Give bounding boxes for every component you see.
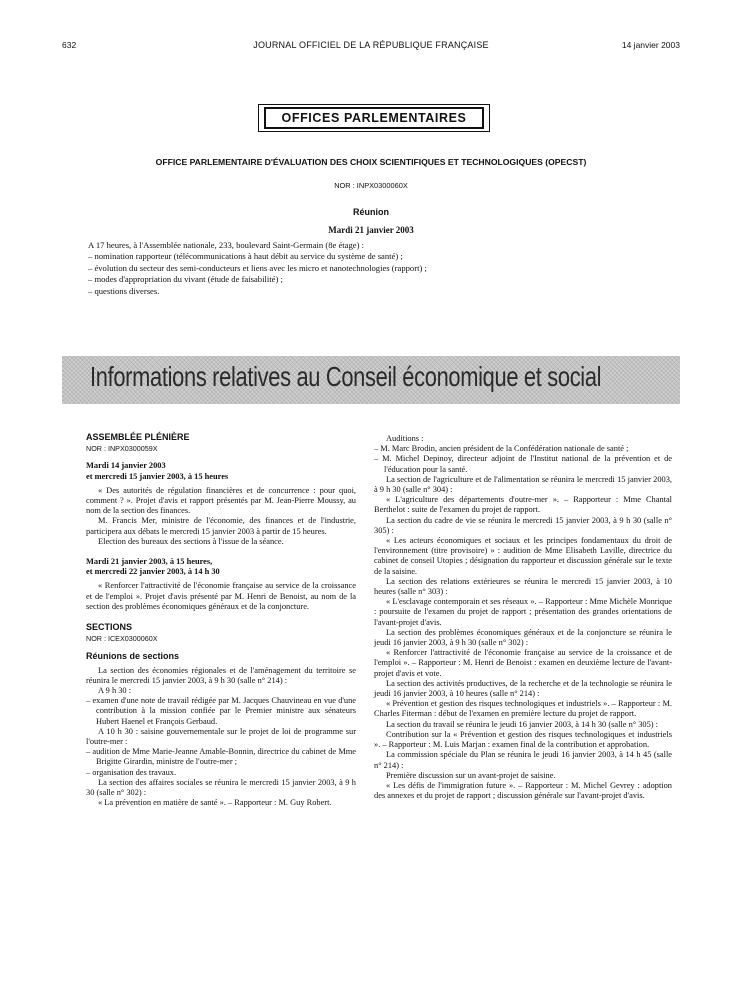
- paragraph: La commission spéciale du Plan se réunira le jeudi 16 janvier 2003, à 14 h 45 (salle n° 214) :: [374, 750, 672, 770]
- dash-item: – M. Marc Brodin, ancien président de la Confédération nationale de santé ;: [374, 444, 629, 454]
- paragraph: « Les défis de l'immigration future ». – Rapporteur : M. Michel Gevrey : adoption des annexes et du projet de rapport ; discussion générale sur l'avant-projet d'avis.: [374, 780, 672, 801]
- paragraph: « Des autorités de régulation financières et de concurrence : pour quoi, comment ? ». Projet d'avis et rapport présentés par M. Jean-Pierre Moussy, au nom de la section des finances.: [86, 485, 356, 516]
- journal-title: JOURNAL OFFICIEL DE LA RÉPUBLIQUE FRANÇAISE: [253, 40, 489, 50]
- office-nor: NOR : INPX0300060X: [334, 181, 408, 190]
- paragraph: M. Francis Mer, ministre de l'économie, des finances et de l'industrie, participera aux débats le mercredi 15 janvier 2003 à partir de 15 heures.: [86, 516, 356, 536]
- paragraph: La section du travail se réunira le jeudi 16 janvier 2003, à 14 h 30 (salle n° 305) :: [386, 719, 658, 729]
- paragraph: A 9 h 30 :: [98, 686, 132, 696]
- paragraph: Election des bureaux des sections à l'issue de la séance.: [98, 536, 284, 546]
- paragraph: La section de l'agriculture et de l'alimentation se réunira le mercredi 15 janvier 2003, à 9 h 30 (salle n° 304) :: [374, 474, 672, 495]
- nor-line: NOR : INPX0300059X: [86, 444, 158, 454]
- paragraph: La section des affaires sociales se réunira le mercredi 15 janvier 2003, à 9 h 30 (salle n° 302) :: [86, 777, 356, 798]
- paragraph: « Les acteurs économiques et sociaux et les principes fondamentaux du droit de l'environnement (titre provisoire) » : audition de Mme Elisabeth Laville, directrice du cabinet de conseil Utopies ; désignation du rapporteur et discussion générale sur le texte de la saisine.: [374, 536, 672, 576]
- session-date: Mardi 21 janvier 2003, à 15 heures,: [86, 557, 213, 567]
- paragraph: « Prévention et gestion des risques technologiques et industriels ». – Rapporteur : M. Charles Fiterman : début de l'examen en première lecture du projet de rapport.: [374, 699, 672, 719]
- nor-line: NOR : ICEX0300060X: [86, 634, 158, 644]
- dash-item: – audition de Mme Marie-Jeanne Amable-Bonnin, directrice du cabinet de Mme Brigitte Girardin, ministre de l'outre-mer ;: [86, 747, 356, 767]
- paragraph: La section des relations extérieures se réunira le mercredi 15 janvier 2003, à 10 heures (salle n° 303) :: [374, 576, 672, 597]
- dash-item: – examen d'une note de travail rédigée par M. Jacques Chauvineau en vue d'une contribution à la mission confiée par le Premier ministre aux sénateurs Hubert Haenel et François Gerbaud.: [86, 696, 356, 726]
- agenda-line: – évolution du secteur des semi-conducteurs et liens avec les micro et nanotechnologies (rapport) ;: [88, 262, 427, 273]
- paragraph: « La prévention en matière de santé ». – Rapporteur : M. Guy Robert.: [98, 798, 332, 808]
- page-number: 632: [62, 40, 77, 50]
- meeting-date: Mardi 21 janvier 2003: [328, 225, 414, 235]
- dash-item: – M. Michel Depinoy, directeur adjoint de l'Institut national de la prévention et de l'éducation pour la santé.: [374, 454, 672, 474]
- agenda-line: – questions diverses.: [88, 285, 160, 296]
- paragraph: « Renforcer l'attractivité de l'économie française au service de la croissance et de l'emploi ». Projet d'avis présenté par M. Henri de Benoist, au nom de la section des problèmes économiques généraux et de la conjoncture.: [86, 581, 356, 611]
- assemblee-title: ASSEMBLÉE PLÉNIÈRE: [86, 432, 190, 442]
- session-date: et mercredi 22 janvier 2003, à 14 h 30: [86, 567, 220, 577]
- section-banner: [62, 356, 680, 404]
- paragraph: A 10 h 30 : saisine gouvernementale sur le projet de loi de programme sur l'outre-mer :: [86, 726, 356, 747]
- session-date: et mercredi 15 janvier 2003, à 15 heures: [86, 471, 229, 481]
- paragraph: La section des activités productives, de la recherche et de la technologie se réunira le jeudi 16 janvier 2003, à 10 heures (salle n° 214) :: [374, 678, 672, 699]
- reunions-title: Réunions de sections: [86, 651, 180, 662]
- paragraph: « L'agriculture des départements d'outre-mer ». – Rapporteur : Mme Chantal Berthelot : suite de l'examen du projet de rapport.: [374, 495, 672, 515]
- banner-title: Informations relatives au Conseil économique et social: [90, 361, 602, 392]
- right-column: [374, 434, 672, 801]
- agenda-line: – nomination rapporteur (télécommunications à haut débit au service du système de santé) ;: [88, 251, 403, 262]
- paragraph: Contribution sur la « Prévention et gestion des risques technologiques et industriels ». – Rapporteur : M. Luis Marjan : examen final de la contribution et approbation.: [374, 729, 672, 750]
- session-date: Mardi 14 janvier 2003: [86, 461, 166, 471]
- meeting-agenda: [88, 240, 678, 297]
- offices-title: OFFICES PARLEMENTAIRES: [264, 107, 484, 129]
- paragraph: Auditions :: [386, 434, 424, 443]
- paragraph: « Renforcer l'attractivité de l'économie française au service de la croissance et de l'emploi ». – Rapporteur : M. Henri de Benoist : examen en deuxième lecture de l'avant-projet d'avis et vote.: [374, 648, 672, 678]
- agenda-line: – modes d'appropriation du vivant (étude de faisabilité) ;: [88, 274, 283, 285]
- office-name: OFFICE PARLEMENTAIRE D'ÉVALUATION DES CHOIX SCIENTIFIQUES ET TECHNOLOGIQUES (OPECST): [155, 157, 587, 167]
- paragraph: La section des économies régionales et de l'aménagement du territoire se réunira le mercredi 15 janvier 2003, à 9 h 30 (salle n° 214) :: [86, 665, 356, 685]
- dash-item: – organisation des travaux.: [86, 767, 177, 777]
- meeting-heading: Réunion: [353, 207, 389, 217]
- paragraph: La section des problèmes économiques généraux et de la conjoncture se réunira le jeudi 16 janvier 2003, à 9 h 30 (salle n° 302) :: [374, 627, 672, 648]
- sections-title: SECTIONS: [86, 622, 133, 633]
- agenda-line: A 17 heures, à l'Assemblée nationale, 233, boulevard Saint-Germain (8e étage) :: [88, 240, 364, 250]
- left-column: [86, 432, 356, 809]
- paragraph: « L'esclavage contemporain et ses réseaux ». – Rapporteur : Mme Michèle Monrique : poursuite de l'examen du projet de rapport ; présentation des grandes orientations de l'avant-projet d'avis.: [374, 597, 672, 627]
- issue-date: 14 janvier 2003: [621, 40, 680, 50]
- offices-title-box: [258, 104, 490, 132]
- paragraph: Première discussion sur un avant-projet de saisine.: [386, 770, 556, 780]
- paragraph: La section du cadre de vie se réunira le mercredi 15 janvier 2003, à 9 h 30 (salle n° 305) :: [374, 515, 672, 535]
